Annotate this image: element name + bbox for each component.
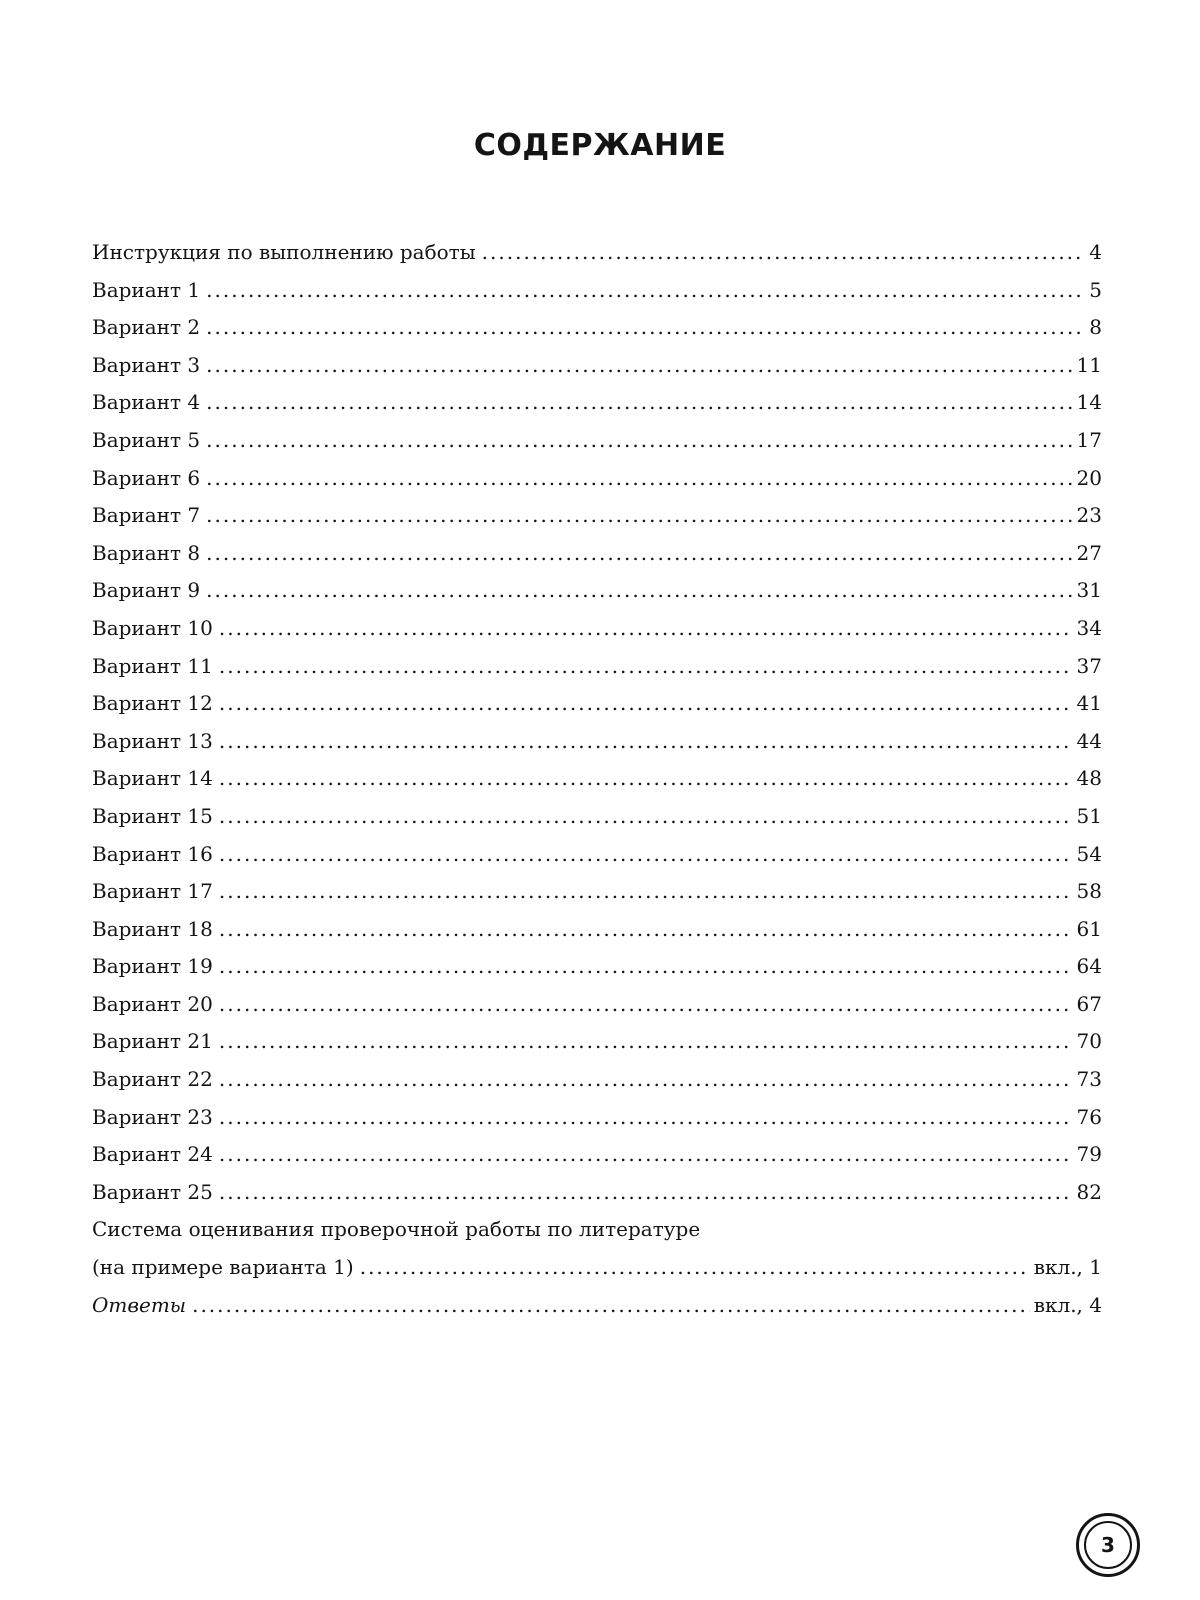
dot-leader bbox=[219, 992, 1073, 1016]
toc-entry-page: 61 bbox=[1076, 916, 1102, 941]
toc-entry-page: 44 bbox=[1076, 728, 1102, 753]
toc-entry-label: Вариант 7 bbox=[92, 503, 201, 528]
toc-entry-page: 82 bbox=[1076, 1179, 1102, 1204]
toc-entry-page: 70 bbox=[1076, 1029, 1102, 1054]
toc-entry-page: 58 bbox=[1076, 879, 1102, 904]
toc-entry-variant-3[interactable] bbox=[92, 353, 1102, 391]
page-number: 3 bbox=[1084, 1521, 1132, 1569]
dot-leader bbox=[219, 1105, 1073, 1129]
toc-entry-label: Вариант 8 bbox=[92, 540, 201, 565]
dot-leader bbox=[206, 278, 1085, 302]
dot-leader bbox=[206, 503, 1072, 527]
toc-entry-label: Вариант 12 bbox=[92, 691, 213, 716]
toc-entry-variant-1[interactable] bbox=[92, 278, 1102, 316]
toc-entry-page: 51 bbox=[1076, 803, 1102, 828]
toc-entry-label: Вариант 18 bbox=[92, 916, 213, 941]
toc-entry-label: Вариант 9 bbox=[92, 578, 201, 603]
toc-entry-assessment[interactable] bbox=[92, 1255, 1102, 1293]
toc-entry-label: Ответы bbox=[92, 1292, 187, 1317]
dot-leader bbox=[219, 954, 1073, 978]
toc-entry-page: 48 bbox=[1076, 766, 1102, 791]
toc-entry-page: 34 bbox=[1076, 615, 1102, 640]
toc-entry-page: 23 bbox=[1076, 503, 1102, 528]
toc-entry-variant-18[interactable] bbox=[92, 917, 1102, 955]
toc-entry-page: 41 bbox=[1076, 691, 1102, 716]
toc-entry-variant-24[interactable] bbox=[92, 1142, 1102, 1180]
toc-entry-label: Инструкция по выполнению работы bbox=[92, 240, 476, 264]
toc-entry-label: Вариант 14 bbox=[92, 766, 213, 791]
dot-leader bbox=[219, 766, 1073, 790]
toc-entry-variant-10[interactable] bbox=[92, 616, 1102, 654]
toc-entry-label: Вариант 1 bbox=[92, 277, 201, 302]
dot-leader bbox=[206, 428, 1072, 452]
toc-entry-page: вкл., 1 bbox=[1033, 1255, 1102, 1280]
toc-entry-answers[interactable] bbox=[92, 1293, 1102, 1331]
toc-entry-page: 76 bbox=[1076, 1104, 1102, 1129]
toc-entry-variant-2[interactable] bbox=[92, 315, 1102, 353]
toc-entry-label: Система оценивания проверочной работы по литературе bbox=[92, 1217, 701, 1242]
toc-entry-page: 20 bbox=[1076, 465, 1102, 490]
toc-entry-label: Вариант 20 bbox=[92, 991, 213, 1016]
dot-leader bbox=[206, 390, 1072, 414]
toc-entry-variant-5[interactable] bbox=[92, 428, 1102, 466]
toc-entry-variant-17[interactable] bbox=[92, 879, 1102, 917]
toc-entry-page: 17 bbox=[1076, 427, 1102, 452]
toc-entry-assessment-title[interactable] bbox=[92, 1217, 1102, 1255]
dot-leader bbox=[219, 804, 1073, 828]
table-of-contents bbox=[92, 240, 1102, 1330]
toc-entry-label: Вариант 25 bbox=[92, 1179, 213, 1204]
toc-entry-page: 31 bbox=[1076, 578, 1102, 603]
dot-leader bbox=[482, 240, 1086, 264]
toc-entry-label: Вариант 13 bbox=[92, 728, 213, 753]
page-title: СОДЕРЖАНИЕ bbox=[473, 128, 727, 163]
dot-leader bbox=[206, 315, 1085, 339]
toc-entry-label: Вариант 24 bbox=[92, 1142, 213, 1167]
dot-leader bbox=[219, 729, 1073, 753]
toc-entry-label: Вариант 15 bbox=[92, 803, 213, 828]
dot-leader bbox=[219, 879, 1073, 903]
toc-entry-instructions[interactable] bbox=[92, 240, 1102, 278]
toc-entry-page: 54 bbox=[1076, 841, 1102, 866]
toc-entry-label: Вариант 21 bbox=[92, 1029, 213, 1054]
page-number-badge bbox=[1076, 1513, 1140, 1577]
toc-entry-page: 37 bbox=[1076, 653, 1102, 678]
dot-leader bbox=[206, 578, 1072, 602]
toc-entry-label: Вариант 22 bbox=[92, 1067, 213, 1092]
dot-leader bbox=[206, 541, 1072, 565]
toc-entry-page: 8 bbox=[1089, 315, 1102, 340]
toc-entry-page: 14 bbox=[1076, 390, 1102, 415]
toc-entry-variant-16[interactable] bbox=[92, 842, 1102, 880]
toc-entry-label: Вариант 3 bbox=[92, 352, 201, 377]
toc-entry-variant-19[interactable] bbox=[92, 954, 1102, 992]
toc-entry-page: 11 bbox=[1076, 352, 1102, 377]
dot-leader bbox=[192, 1293, 1030, 1317]
dot-leader bbox=[219, 1180, 1073, 1204]
toc-entry-label: Вариант 19 bbox=[92, 954, 213, 979]
toc-entry-label: Вариант 6 bbox=[92, 465, 201, 490]
toc-entry-label: (на примере варианта 1) bbox=[92, 1255, 354, 1280]
dot-leader bbox=[206, 466, 1072, 490]
toc-entry-variant-22[interactable] bbox=[92, 1067, 1102, 1105]
toc-entry-page: 67 bbox=[1076, 991, 1102, 1016]
toc-entry-page: 27 bbox=[1076, 540, 1102, 565]
toc-entry-label: Вариант 17 bbox=[92, 879, 213, 904]
dot-leader bbox=[219, 616, 1073, 640]
toc-entry-variant-21[interactable] bbox=[92, 1029, 1102, 1067]
dot-leader bbox=[219, 1029, 1073, 1053]
dot-leader bbox=[206, 353, 1072, 377]
toc-entry-label: Вариант 11 bbox=[92, 653, 213, 678]
dot-leader bbox=[219, 654, 1073, 678]
toc-entry-label: Вариант 4 bbox=[92, 390, 201, 415]
toc-entry-variant-25[interactable] bbox=[92, 1180, 1102, 1218]
toc-entry-variant-7[interactable] bbox=[92, 503, 1102, 541]
toc-entry-variant-15[interactable] bbox=[92, 804, 1102, 842]
dot-leader bbox=[219, 842, 1073, 866]
toc-entry-variant-6[interactable] bbox=[92, 466, 1102, 504]
toc-entry-variant-23[interactable] bbox=[92, 1105, 1102, 1143]
toc-entry-page: 73 bbox=[1076, 1067, 1102, 1092]
toc-entry-variant-20[interactable] bbox=[92, 992, 1102, 1030]
toc-entry-page: вкл., 4 bbox=[1033, 1292, 1102, 1317]
toc-entry-variant-4[interactable] bbox=[92, 390, 1102, 428]
toc-entry-page: 79 bbox=[1076, 1142, 1102, 1167]
toc-entry-variant-11[interactable] bbox=[92, 654, 1102, 692]
dot-leader bbox=[219, 1142, 1073, 1166]
toc-entry-variant-12[interactable] bbox=[92, 691, 1102, 729]
toc-entry-page: 4 bbox=[1089, 240, 1102, 264]
dot-leader bbox=[219, 917, 1073, 941]
toc-entry-page: 5 bbox=[1089, 277, 1102, 302]
dot-leader bbox=[219, 691, 1073, 715]
toc-entry-page: 64 bbox=[1076, 954, 1102, 979]
toc-entry-variant-8[interactable] bbox=[92, 541, 1102, 579]
toc-entry-label: Вариант 10 bbox=[92, 615, 213, 640]
toc-entry-variant-13[interactable] bbox=[92, 729, 1102, 767]
toc-entry-label: Вариант 23 bbox=[92, 1104, 213, 1129]
dot-leader bbox=[360, 1255, 1030, 1279]
toc-entry-label: Вариант 16 bbox=[92, 841, 213, 866]
toc-entry-label: Вариант 5 bbox=[92, 427, 201, 452]
dot-leader bbox=[219, 1067, 1073, 1091]
toc-entry-variant-14[interactable] bbox=[92, 766, 1102, 804]
toc-entry-label: Вариант 2 bbox=[92, 315, 201, 340]
toc-entry-variant-9[interactable] bbox=[92, 578, 1102, 616]
